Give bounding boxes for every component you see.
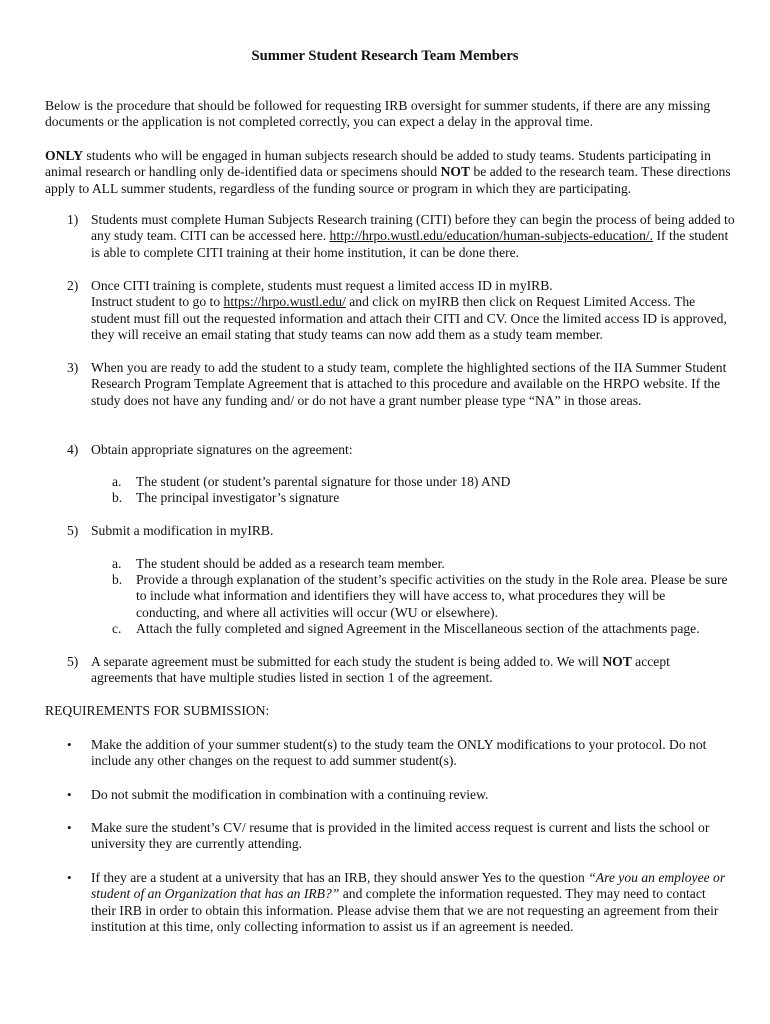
only-text-a: students who will be engaged in human subjects research should be added to study teams. Students participating in animal research or handling only de-identified data or specimens should xyxy=(45,148,711,180)
requirement-bullet-1 xyxy=(67,737,727,770)
bullet-text xyxy=(91,870,727,936)
step-number: 5) xyxy=(67,523,79,538)
bullet-4-text-b: and complete the information requested. They may need to contact their IRB in order to obtain this information. Please advise them that we are not requesting an agreement from their institution at this time, only collecting information to assist us if an agreement is needed. xyxy=(91,886,719,935)
sub-text: Attach the fully completed and signed Agreement in the Miscellaneous section of the attachments page. xyxy=(136,621,700,636)
only-paragraph xyxy=(45,148,735,197)
bullet-icon: • xyxy=(67,787,72,802)
step-4 xyxy=(67,442,735,458)
page-title: Summer Student Research Team Members xyxy=(251,48,519,64)
step-2-text-a: Instruct student to go to xyxy=(91,294,224,310)
only-emphasis: ONLY xyxy=(45,148,84,163)
step-1-text-a: Students must complete Human Subjects Research training (CITI) before they can begin the process of being added to any study team. CITI can be accessed here. xyxy=(91,212,735,244)
sub-text: The student should be added as a research team member. xyxy=(136,556,445,571)
bullet-icon: • xyxy=(67,820,72,835)
step-number: 2) xyxy=(67,278,79,293)
sub-letter: c. xyxy=(112,621,122,636)
step-2 xyxy=(67,278,735,344)
sub-letter: a. xyxy=(112,556,122,571)
step-6-text-b: accept agreements that have multiple studies listed in section 1 of the agreement. xyxy=(91,654,670,686)
bullet-4-text-a: If they are a student at a university that has an IRB, they should answer Yes to the question xyxy=(91,870,589,885)
step-2-line-1: Once CITI training is complete, students must request a limited access ID in myIRB. xyxy=(91,278,553,293)
sub-letter: a. xyxy=(112,474,122,489)
step-number: 1) xyxy=(67,212,79,227)
irb-question: “Are you an employee or student of an Organization that has an IRB?” xyxy=(91,870,726,902)
step-text xyxy=(91,654,735,687)
bullet-text: Make the addition of your summer student(s) to the study team the ONLY modifications to your protocol. Do not include any other changes on the request to add summer student(s). xyxy=(91,737,707,769)
bullet-text: Make sure the student’s CV/ resume that is provided in the limited access request is current and lists the school or university they are currently attending. xyxy=(91,820,710,852)
step-5-sub-c xyxy=(112,621,732,637)
sub-text: The principal investigator’s signature xyxy=(136,490,340,505)
step-number: 4) xyxy=(67,442,79,457)
step-text xyxy=(91,212,735,261)
sub-text: The student (or student’s parental signature for those under 18) AND xyxy=(136,474,511,489)
not-emphasis: NOT xyxy=(440,164,471,180)
step-2-text-b: and click on myIRB then click on Request Limited Access. The student must fill out the requested information and attach their CITI and CV. Once the limited access ID is approved, they will receive an email stating that study teams can now add them as a study team member. xyxy=(91,294,727,343)
step-text: Obtain appropriate signatures on the agreement: xyxy=(91,442,353,457)
step-text: Submit a modification in myIRB. xyxy=(91,523,274,538)
citi-link[interactable]: http://hrpo.wustl.edu/education/human-subjects-education/. xyxy=(329,228,654,244)
step-1-text-b: If the student is able to complete CITI training at their home institution, it can be done there. xyxy=(91,228,729,260)
step-3 xyxy=(67,360,735,409)
requirements-heading: REQUIREMENTS FOR SUBMISSION: xyxy=(45,703,270,718)
sub-letter: b. xyxy=(112,572,123,587)
requirement-bullet-3 xyxy=(67,820,727,853)
hrpo-link[interactable]: https://hrpo.wustl.edu/ xyxy=(223,294,346,310)
step-number: 5) xyxy=(67,654,79,669)
step-6-text-a: A separate agreement must be submitted for each study the student is being added to. We will xyxy=(91,654,603,669)
step-5-sub-a xyxy=(112,556,732,572)
bullet-icon: • xyxy=(67,737,72,752)
sub-text: Provide a through explanation of the student’s specific activities on the study in the Role area. Please be sure to include what information and identifiers they will have access to, what procedures they will be conducting, and where all activities will occur (WU or elsewhere). xyxy=(136,572,728,620)
step-text xyxy=(91,278,735,344)
requirement-bullet-2 xyxy=(67,787,727,803)
requirement-bullet-4 xyxy=(67,870,727,936)
sub-letter: b. xyxy=(112,490,123,505)
step-4-sub-b xyxy=(112,490,732,506)
bullet-text: Do not submit the modification in combination with a continuing review. xyxy=(91,787,489,802)
only-text-b: be added to the research team. These directions apply to ALL summer students, regardless of the funding source or program in which they are participating. xyxy=(45,164,731,196)
bullet-icon: • xyxy=(67,870,72,885)
step-5 xyxy=(67,523,735,539)
step-6 xyxy=(67,654,735,687)
step-1 xyxy=(67,212,735,261)
not-emphasis: NOT xyxy=(602,654,632,669)
step-5-sub-b xyxy=(112,572,732,621)
step-text: When you are ready to add the student to a study team, complete the highlighted sections of the IIA Summer Student Research Program Template Agreement that is attached to this procedure and available on the HRPO website. If the study does not have any funding and/ or do not have a grant number please type “NA” in those areas. xyxy=(91,360,727,408)
intro-paragraph: Below is the procedure that should be followed for requesting IRB oversight for summer students, if there are any missing documents or the application is not completed correctly, you can expect a delay in the approval time. xyxy=(45,98,711,130)
step-number: 3) xyxy=(67,360,79,375)
step-4-sub-a xyxy=(112,474,732,490)
